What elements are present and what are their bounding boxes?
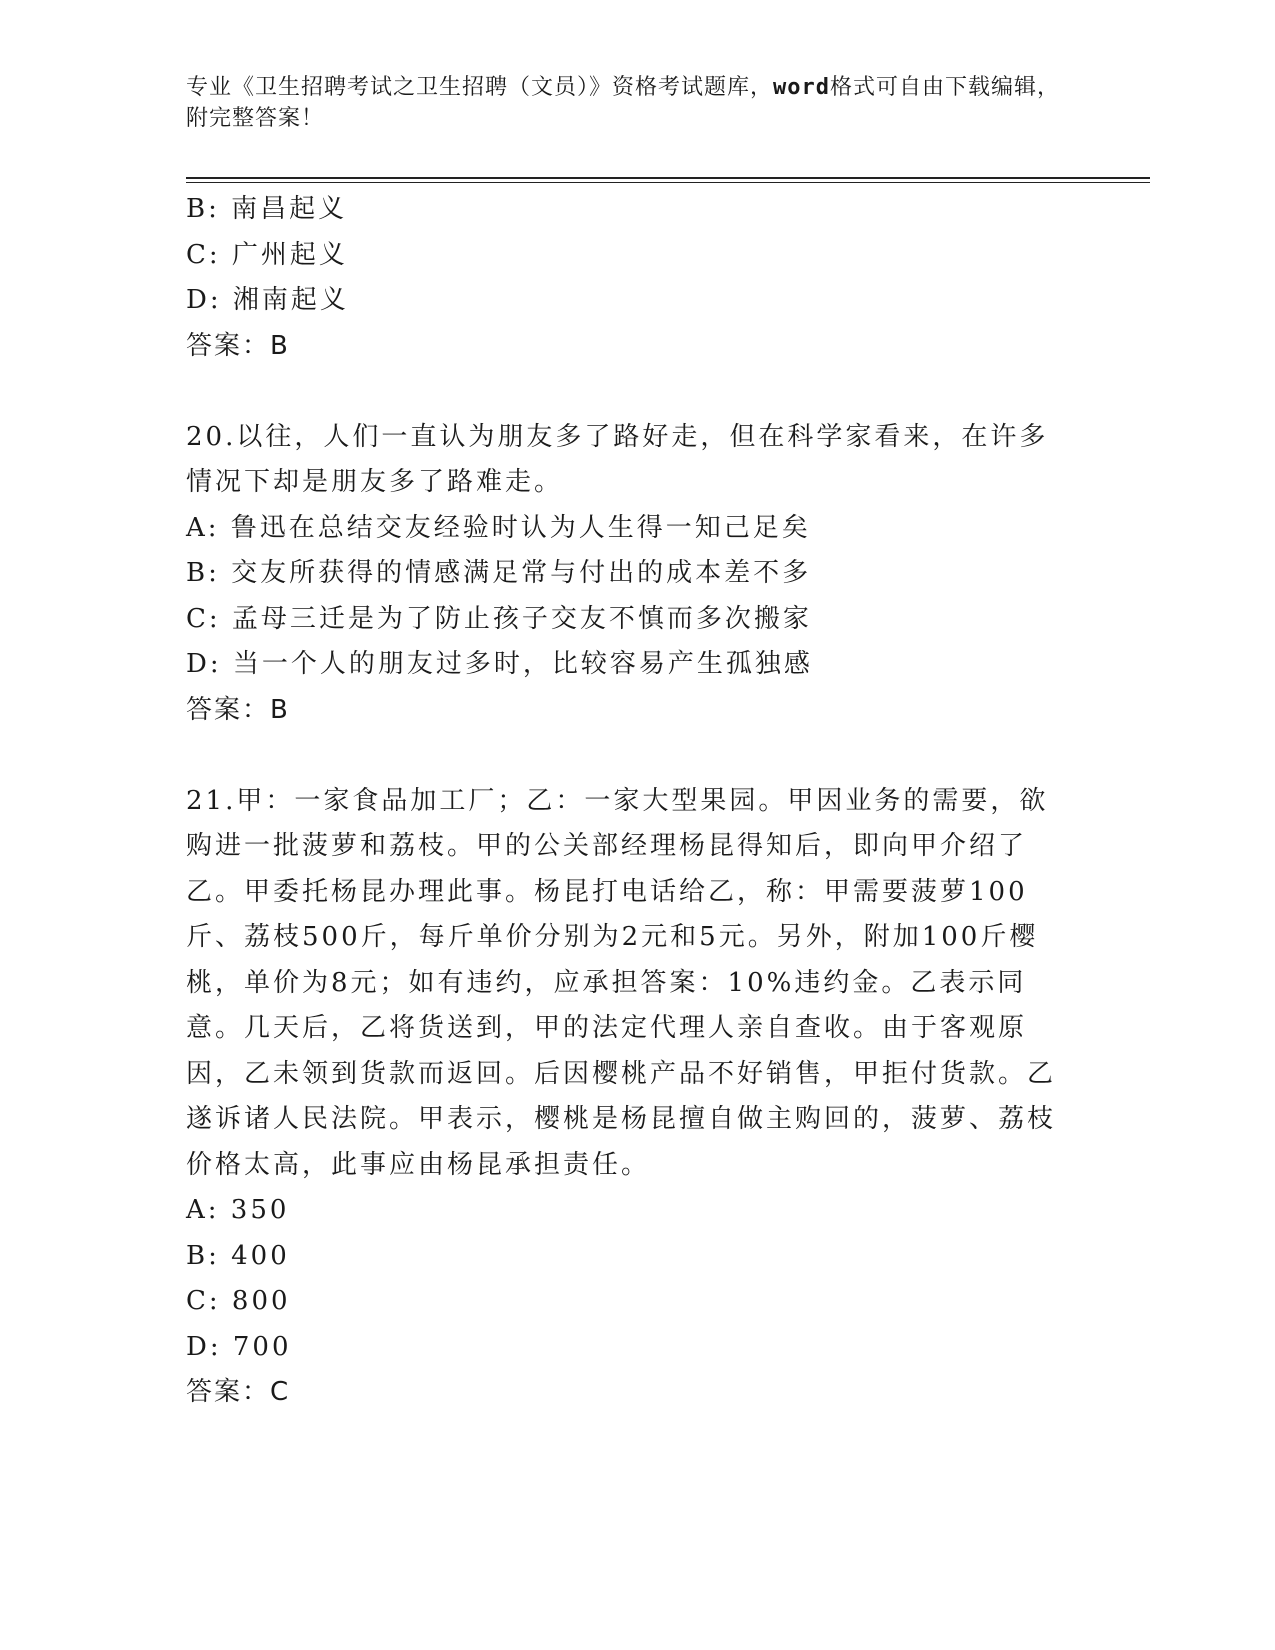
q20-answer: 答案：B — [186, 694, 290, 725]
question-19-block — [186, 187, 1066, 369]
header-divider-thick — [186, 177, 1150, 179]
document-header — [186, 72, 1066, 134]
header-word: word — [773, 75, 830, 100]
q19-option-d: D: 湘南起义 — [186, 285, 349, 315]
header-text-before: 专业《卫生招聘考试之卫生招聘（文员）》资格考试题库， — [186, 75, 774, 100]
q21-option-c: C: 800 — [186, 1286, 291, 1316]
q19-option-c: C: 广州起义 — [186, 239, 348, 270]
q20-option-c: C: 孟母三迁是为了防止孩子交友不慎而多次搬家 — [186, 603, 812, 634]
spacer — [186, 369, 1066, 415]
q21-option-d: D: 700 — [186, 1331, 292, 1362]
q19-option-b: B: 南昌起义 — [186, 194, 348, 224]
q21-option-a: A: 350 — [186, 1195, 290, 1225]
spacer — [186, 733, 1066, 779]
q21-stem: 21.甲：一家食品加工厂；乙：一家大型果园。甲因业务的需要，欲购进一批菠萝和荔枝。甲的公关部经理杨昆得知后，即向甲介绍了乙。甲委托杨昆办理此事。杨昆打电话给乙，称：甲需要菠萝100斤、荔枝500斤，每斤单价分别为2元和5元。另外，附加100斤樱桃，单价为8元；如有违约，应承担答案：10%违约金。乙表示同意。几天后，乙将货送到，甲的法定代理人亲自查收。由于客观原因，乙未领到货款而返回。后因樱桃产品不好销售，甲拒付货款。乙遂诉诸人民法院。甲表示，樱桃是杨昆擅自做主购回的，菠萝、荔枝价格太高，此事应由杨昆承担责任。 — [186, 785, 1057, 1180]
header-divider-thin — [186, 182, 1150, 183]
q20-stem: 20.以往，人们一直认为朋友多了路好走，但在科学家看来，在许多情况下却是朋友多了路难走。 — [186, 421, 1049, 497]
question-21-block — [186, 779, 1066, 1416]
q21-option-b: B: 400 — [186, 1240, 290, 1271]
question-content — [186, 187, 1066, 1416]
q19-answer: 答案：B — [186, 330, 290, 361]
q20-option-b: B: 交友所获得的情感满足常与付出的成本差不多 — [186, 558, 812, 588]
q20-option-d: D: 当一个人的朋友过多时，比较容易产生孤独感 — [186, 649, 813, 679]
q20-option-a: A: 鲁迅在总结交友经验时认为人生得一知己足矣 — [186, 512, 811, 543]
question-20-block — [186, 415, 1066, 734]
header-text-after: 格式可自由下载编辑，附完整答案！ — [186, 75, 1061, 131]
q21-answer: 答案：C — [186, 1377, 291, 1407]
